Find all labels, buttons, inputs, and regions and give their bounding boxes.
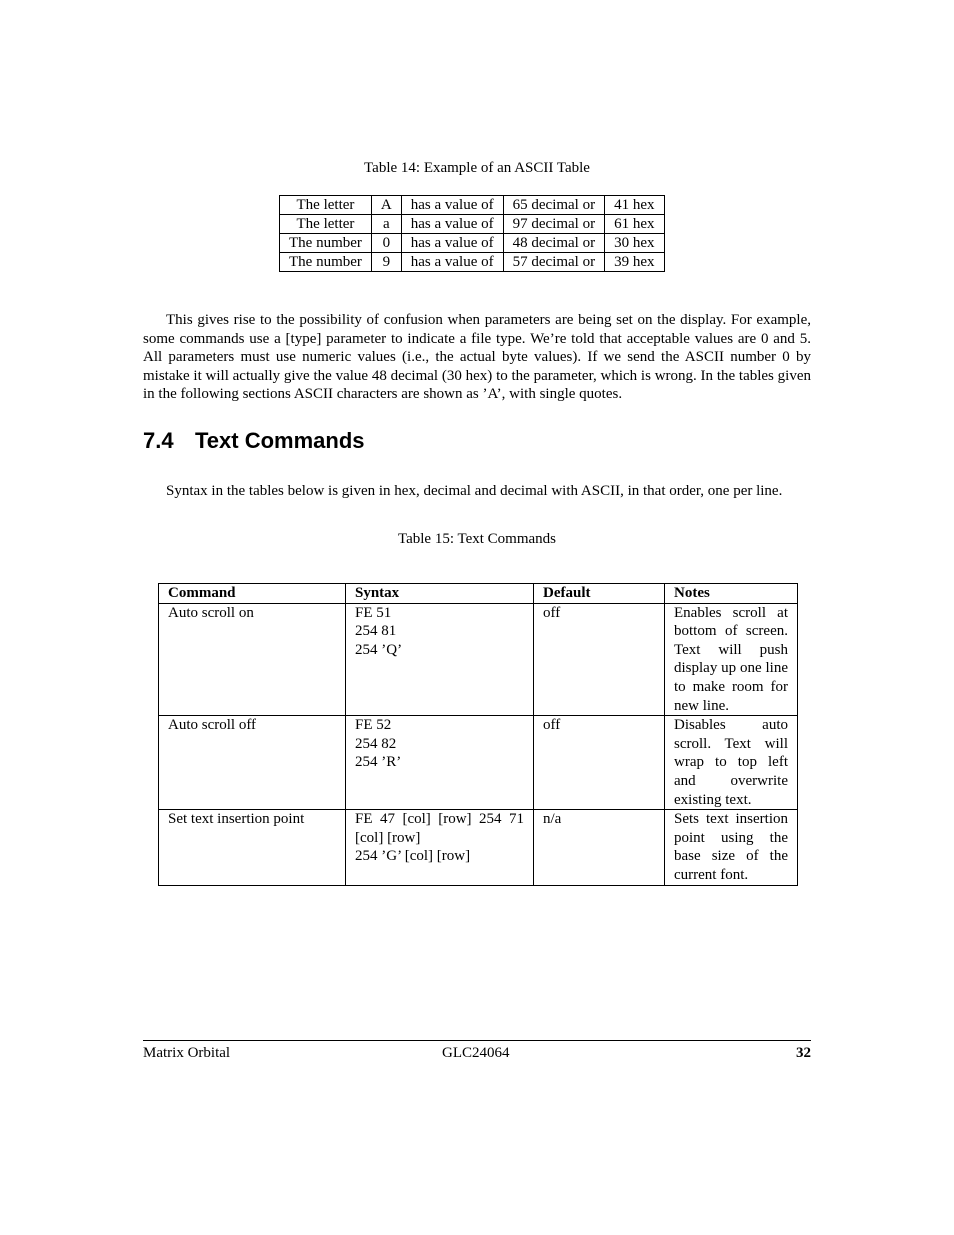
notes-cell: Enables scroll at bottom of screen. Text will push display up one line to make room for new line. bbox=[665, 603, 798, 716]
table-cell: 9 bbox=[371, 253, 401, 272]
footer-model: GLC24064 bbox=[442, 1045, 510, 1061]
syntax-hex: FE 52 bbox=[355, 717, 392, 734]
column-header-notes: Notes bbox=[665, 584, 798, 604]
command-cell: Set text insertion point bbox=[159, 810, 346, 885]
table-cell: has a value of bbox=[401, 253, 503, 272]
syntax-note-paragraph: Syntax in the tables below is given in hex, decimal and decimal with ASCII, in that order, one per line. bbox=[166, 483, 783, 499]
table-row bbox=[280, 253, 665, 272]
syntax-ascii: 254 ’Q’ bbox=[355, 641, 403, 658]
table-cell: 48 decimal or bbox=[503, 234, 604, 253]
column-header-default: Default bbox=[534, 584, 665, 604]
table14-caption: Table 14: Example of an ASCII Table bbox=[364, 160, 590, 176]
table-cell: The letter bbox=[280, 215, 372, 234]
footer-divider bbox=[143, 1040, 811, 1041]
command-cell: Auto scroll off bbox=[159, 716, 346, 810]
table-row bbox=[159, 810, 798, 885]
table15-caption: Table 15: Text Commands bbox=[397, 531, 557, 547]
table-cell: 0 bbox=[371, 234, 401, 253]
table-cell: has a value of bbox=[401, 215, 503, 234]
table-cell: The number bbox=[280, 234, 372, 253]
table-row bbox=[159, 716, 798, 810]
page-number: 32 bbox=[796, 1045, 811, 1061]
footer-company: Matrix Orbital bbox=[143, 1045, 231, 1061]
text-commands-table bbox=[158, 583, 798, 886]
section-heading bbox=[143, 428, 365, 454]
table-row bbox=[280, 215, 665, 234]
section-number: 7.4 bbox=[143, 428, 174, 453]
table-cell: A bbox=[371, 196, 401, 215]
table-row bbox=[159, 603, 798, 716]
syntax-cell bbox=[346, 810, 534, 885]
table-cell: has a value of bbox=[401, 234, 503, 253]
syntax-hex-decimal: FE 47 [col] [row] 254 71 [col] [row] bbox=[355, 811, 524, 846]
table-cell: 61 hex bbox=[605, 215, 664, 234]
syntax-decimal: 254 82 bbox=[355, 735, 397, 752]
syntax-decimal: 254 81 bbox=[355, 623, 397, 640]
command-cell: Auto scroll on bbox=[159, 603, 346, 716]
table-cell: 97 decimal or bbox=[503, 215, 604, 234]
notes-cell: Disables auto scroll. Text will wrap to top left and overwrite existing text. bbox=[665, 716, 798, 810]
syntax-ascii: 254 ’R’ bbox=[355, 754, 402, 771]
default-cell: n/a bbox=[534, 810, 665, 885]
table-cell: 39 hex bbox=[605, 253, 664, 272]
body-paragraph: This gives rise to the possibility of confusion when parameters are being set on the display. For example, some commands use a [type] parameter to indicate a file type. We’re told that acceptable values are 0 and 5. All parameters must use numeric values (i.e., the actual byte values). If we send the ASCII number 0 by mistake it will actually give the value 48 decimal (30 hex) to the parameter, which is wrong. In the tables given in the following sections ASCII characters are shown as ’A’, with single quotes. bbox=[143, 312, 811, 403]
table-cell: 41 hex bbox=[605, 196, 664, 215]
table-row bbox=[280, 234, 665, 253]
table-row bbox=[280, 196, 665, 215]
syntax-ascii: 254 ’G’ [col] [row] bbox=[355, 848, 471, 865]
syntax-cell bbox=[346, 716, 534, 810]
syntax-cell bbox=[346, 603, 534, 716]
table-cell: 30 hex bbox=[605, 234, 664, 253]
table-cell: a bbox=[371, 215, 401, 234]
default-cell: off bbox=[534, 716, 665, 810]
syntax-hex: FE 51 bbox=[355, 604, 392, 621]
table-cell: The letter bbox=[280, 196, 372, 215]
table-cell: 65 decimal or bbox=[503, 196, 604, 215]
default-cell: off bbox=[534, 603, 665, 716]
section-title: Text Commands bbox=[195, 428, 365, 453]
notes-cell: Sets text insertion point using the base size of the current font. bbox=[665, 810, 798, 885]
table-cell: The number bbox=[280, 253, 372, 272]
column-header-syntax: Syntax bbox=[346, 584, 534, 604]
table-header-row bbox=[159, 584, 798, 604]
ascii-table bbox=[279, 195, 665, 272]
column-header-command: Command bbox=[159, 584, 346, 604]
table-cell: has a value of bbox=[401, 196, 503, 215]
table-cell: 57 decimal or bbox=[503, 253, 604, 272]
